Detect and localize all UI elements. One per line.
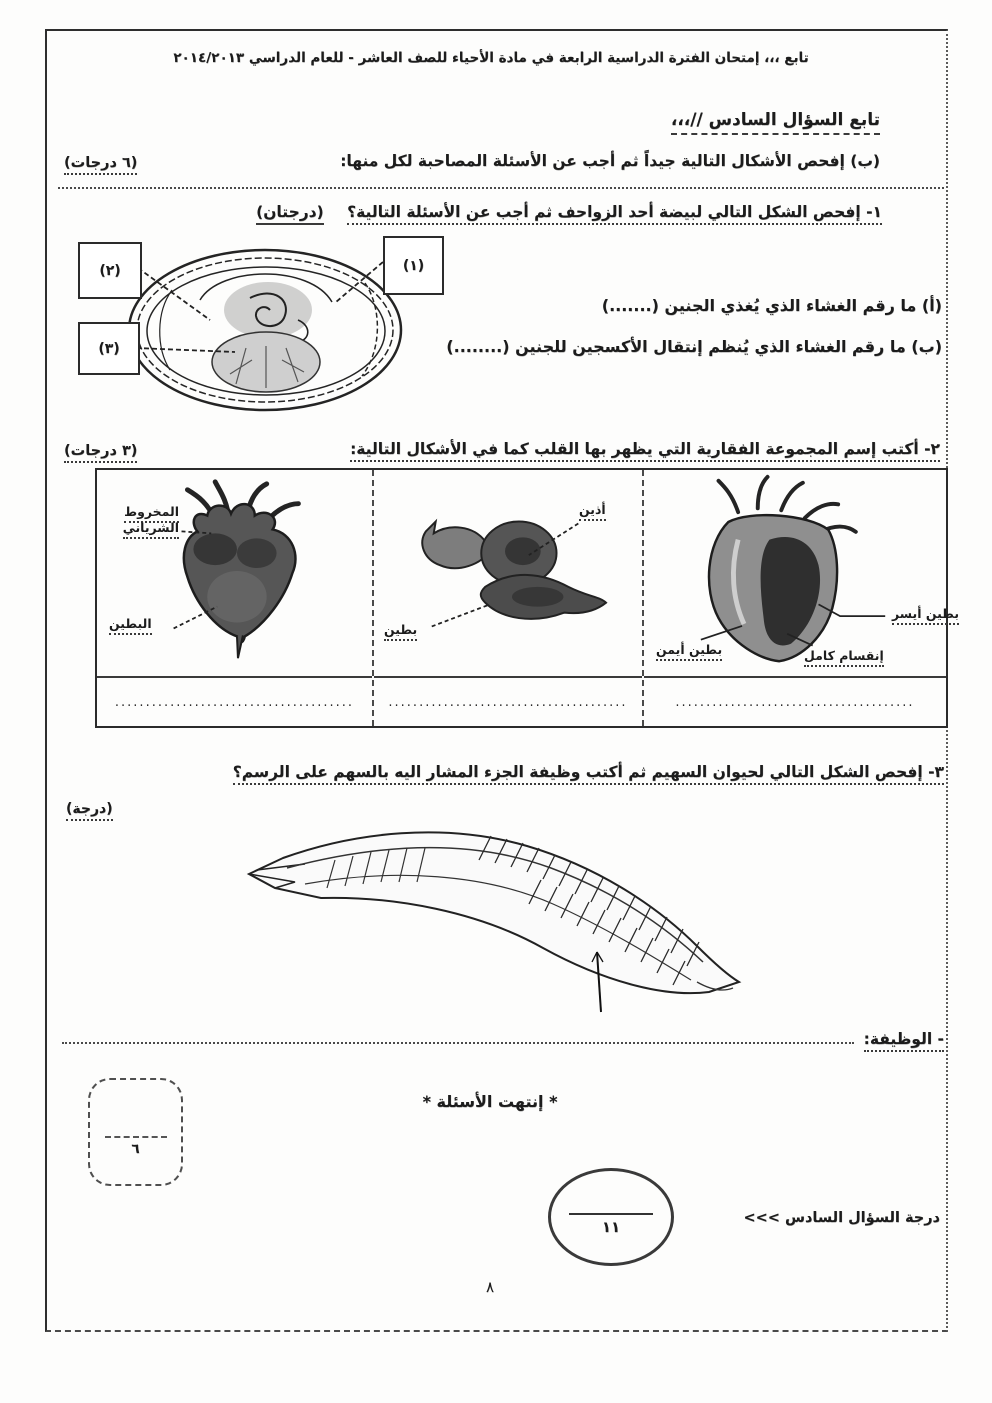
label-ventricle: البطين [109,616,152,632]
yolk-sac [212,332,320,392]
function-label: - الوظيفة: [864,1030,944,1048]
label-atrium: أذين [579,502,606,518]
part-b-marks: (٦ درجات) [64,155,137,171]
q1-text: ١- إفحص الشكل التالي لبيضة أحد الزواحف ثم أجب عن الأسئلة التالية؟ [347,203,882,225]
end-of-questions-text: * إنتهت الأسئلة * [422,1092,558,1111]
q2-marks: (٣ درجات) [64,443,137,459]
total-mark-blank-line [105,1136,167,1138]
mammal-heart-drawing [644,470,960,678]
fish-heart-drawing [374,470,642,678]
label-left-ventricle: بطين أيسر [892,606,959,622]
answer-line-3: ....................................... [675,694,915,710]
question-six-score-label: درجة السؤال السادس >>> [743,1210,940,1226]
label-complete-septum: إنقسام كامل [804,648,884,664]
q3-text-line [233,763,944,781]
function-answer-blank [62,1042,854,1044]
section-divider-rule [58,187,944,189]
answer-line-2: ....................................... [388,694,628,710]
q1-sub-a: (أ) ما رقم الغشاء الذي يُغذي الجنين (.......) [601,296,942,315]
answer-line-1: ....................................... [114,694,355,710]
part-b-intro: (ب) إفحص الأشكال التالية جيداً ثم أجب عن الأسئلة المصاحبة لكل منها: [340,152,880,170]
total-mark-box [88,1078,183,1186]
exam-header-line: تابع ،،، إمتحان الفترة الدراسية الرابعة في مادة الأحياء للصف العاشر - للعام الدراسي ٢٠١٤/٢٠١٣ [173,50,809,66]
question-six-score-circle [548,1168,674,1266]
score-blank-line [569,1213,653,1215]
score-max-value: ١١ [601,1218,621,1236]
amphibian-heart-drawing [97,470,372,678]
q1-marks: (درجتان) [256,203,324,225]
q1-sub-b: (ب) ما رقم الغشاء الذي يُنظم إنتقال الأكسجين للجنين (........) [446,337,942,356]
egg-label-3-box: (٣) [78,322,140,375]
function-answer-row [62,1030,944,1048]
hearts-table [95,468,960,728]
page-number: ٨ [485,1278,495,1296]
lancelet-diagram [235,812,750,1017]
label-conus-arteriosus: المخروط الشرياني [103,504,179,535]
heart-cell-fish [372,470,642,726]
question-six-title-text: تابع السؤال السادس //،،، [671,110,880,135]
q3-text: ٣- إفحص الشكل التالي لحيوان السهيم ثم أكتب وظيفة الجزء المشار اليه بالسهم على الرسم؟ [233,763,944,785]
lancelet-body [249,832,739,993]
heart-cell-mammal [642,470,960,726]
heart-cell-amphibian [97,470,372,726]
q1-text-line [256,203,882,221]
q3-marks: (درجة) [66,801,113,817]
label-right-ventricle: بطين أيمن [656,642,722,658]
q2-text-line [350,440,940,458]
egg-label-1-box: (١) [383,236,444,295]
total-mark-value: ٦ [131,1141,140,1157]
question-six-title [671,110,880,130]
label-ventricle: بطين [384,622,417,638]
q2-text: ٢- أكتب إسم المجموعة الفقارية التي يظهر بها القلب كما في الأشكال التالية: [350,440,940,462]
egg-label-2-box: (٢) [78,242,142,299]
